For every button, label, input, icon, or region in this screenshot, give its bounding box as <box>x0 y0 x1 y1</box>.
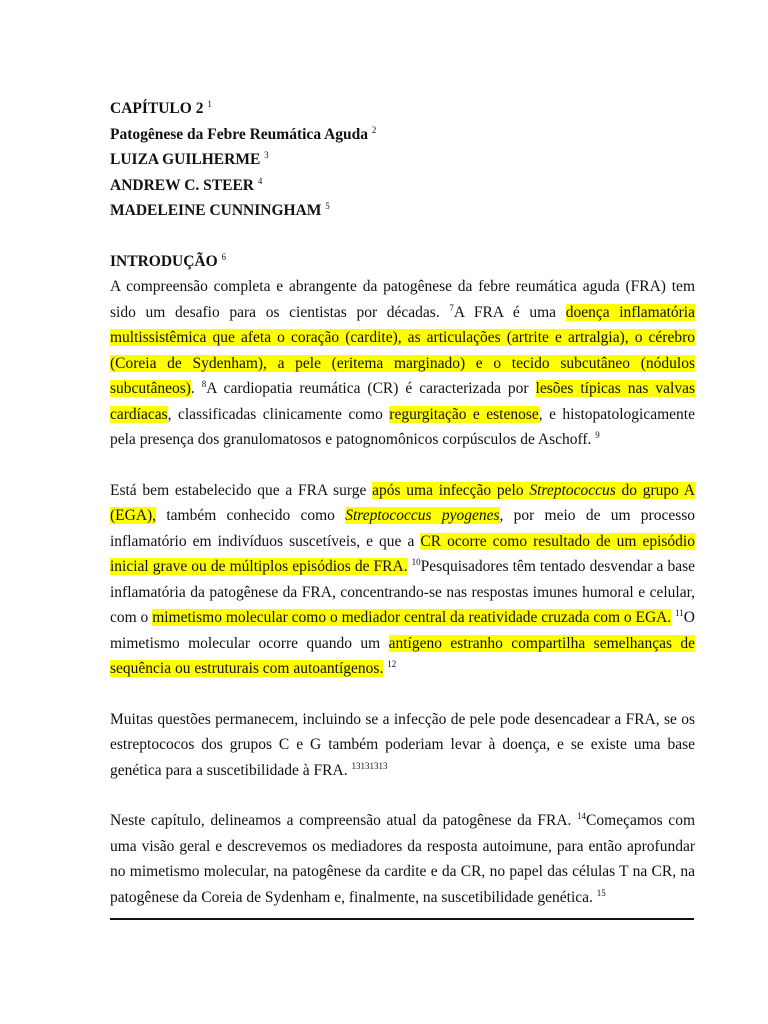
chapter-label: CAPÍTULO 2 <box>110 100 204 117</box>
sentence: Neste capítulo, delineamos a compreensão atual da patogênese da FRA. <box>110 812 572 829</box>
punctuation: . <box>190 380 195 397</box>
footnote-ref[interactable]: 11 <box>675 607 684 618</box>
footnote-ref[interactable]: 5 <box>325 200 330 211</box>
section-title: INTRODUÇÃO <box>110 252 218 270</box>
document-page <box>110 96 695 910</box>
sentence: , classificadas clinicamente como <box>167 405 390 423</box>
footnote-ref[interactable]: 9 <box>595 429 600 440</box>
sentence: Pesquisadores têm tentado desvendar a base inflamatória da patogênese da FRA, concentrando-se nas respostas imunes humoral e celular, com o <box>110 558 695 626</box>
species-name: Streptococcus <box>529 481 616 499</box>
highlighted-text: mimetismo molecular como o mediador central da reatividade cruzada com o EGA. <box>152 609 672 626</box>
highlighted-text: doença inflamatória multissistêmica que afeta o coração (cardite), as articulações (artrite e artralgia), o cérebro (Coreia de Sydenham), a pele (eritema marginado) e o tecido subcutâneo (nódulos subcutâneos) <box>110 303 695 397</box>
footnote-ref[interactable]: 13131313 <box>351 760 388 771</box>
highlighted-text: lesões típicas nas valvas cardíacas <box>110 380 696 423</box>
highlighted-text: CR ocorre como resultado de um episódio inicial grave ou de múltiplos episódios de FRA. <box>110 532 695 575</box>
sentence: A FRA é uma <box>453 303 566 321</box>
footnote-ref[interactable]: 12 <box>387 658 397 669</box>
paragraph <box>110 478 695 682</box>
sentence: , por meio de um processo inflamatório em indivíduos suscetíveis, e que a <box>110 507 696 550</box>
text-run: após uma infecção pelo <box>372 481 530 499</box>
author-line <box>110 147 695 173</box>
chapter-title-text: Patogênese da Febre Reumática Aguda <box>110 125 369 143</box>
sentence: também conhecido como <box>156 507 346 524</box>
footnote-ref[interactable]: 15 <box>596 887 606 898</box>
sentence: Muitas questões permanecem, incluindo se a infecção de pele pode desencadear a FRA, se os estreptococos dos grupos C e G também poderiam levar à doença, e se existe uma base genética para a suscetibilidade à FRA. <box>110 710 695 779</box>
footnote-separator <box>110 918 694 920</box>
footnote-ref[interactable]: 10 <box>411 556 421 567</box>
chapter-heading <box>110 96 695 122</box>
author-name: LUIZA GUILHERME <box>110 151 261 168</box>
footnote-ref[interactable]: 4 <box>257 175 263 186</box>
footnote-ref[interactable]: 14 <box>577 810 587 821</box>
sentence: A cardiopatia reumática (CR) é caracterizada por <box>206 380 536 397</box>
footnote-ref[interactable]: 2 <box>371 124 377 135</box>
paragraph <box>110 274 695 453</box>
sentence: A compreensão completa e abrangente da patogênese da febre reumática aguda (FRA) tem sido um desafio para os cientistas por décadas. <box>110 278 695 321</box>
sentence: , e histopatologicamente pela presença dos granulomatosos e patognomônicos corpúsculos de Aschoff. <box>110 405 695 448</box>
footnote-ref[interactable]: 7 <box>449 302 454 313</box>
footnote-ref[interactable]: 1 <box>207 98 212 109</box>
text-run: do grupo A (EGA), <box>110 481 696 524</box>
paragraph <box>110 808 695 910</box>
paragraph <box>110 707 695 784</box>
sentence: O mimetismo molecular ocorre quando um <box>110 609 695 652</box>
author-name: ANDREW C. STEER <box>110 176 254 194</box>
author-line <box>110 198 695 224</box>
author-name: MADELEINE CUNNINGHAM <box>110 202 322 219</box>
footnote-ref[interactable]: 3 <box>264 149 269 160</box>
section-heading <box>110 249 695 275</box>
footnote-ref[interactable]: 6 <box>221 251 227 262</box>
chapter-title <box>110 122 695 148</box>
highlighted-text: regurgitação e estenose <box>389 405 539 423</box>
footnote-ref[interactable]: 8 <box>201 378 207 389</box>
author-line <box>110 173 695 199</box>
highlighted-text: antígeno estranho compartilha semelhanças de sequência ou estruturais com autoantígenos. <box>110 634 695 677</box>
sentence: Começamos com uma visão geral e descrevemos os mediadores da resposta autoimune, para então aprofundar no mimetismo molecular, na patogênese da cardite e da CR, no papel das células T na CR, na patogênese da Coreia de Sydenham e, finalmente, na suscetibilidade genética. <box>110 812 695 906</box>
sentence: Está bem estabelecido que a FRA surge <box>110 481 373 499</box>
species-name: Streptococcus pyogenes <box>345 507 500 524</box>
